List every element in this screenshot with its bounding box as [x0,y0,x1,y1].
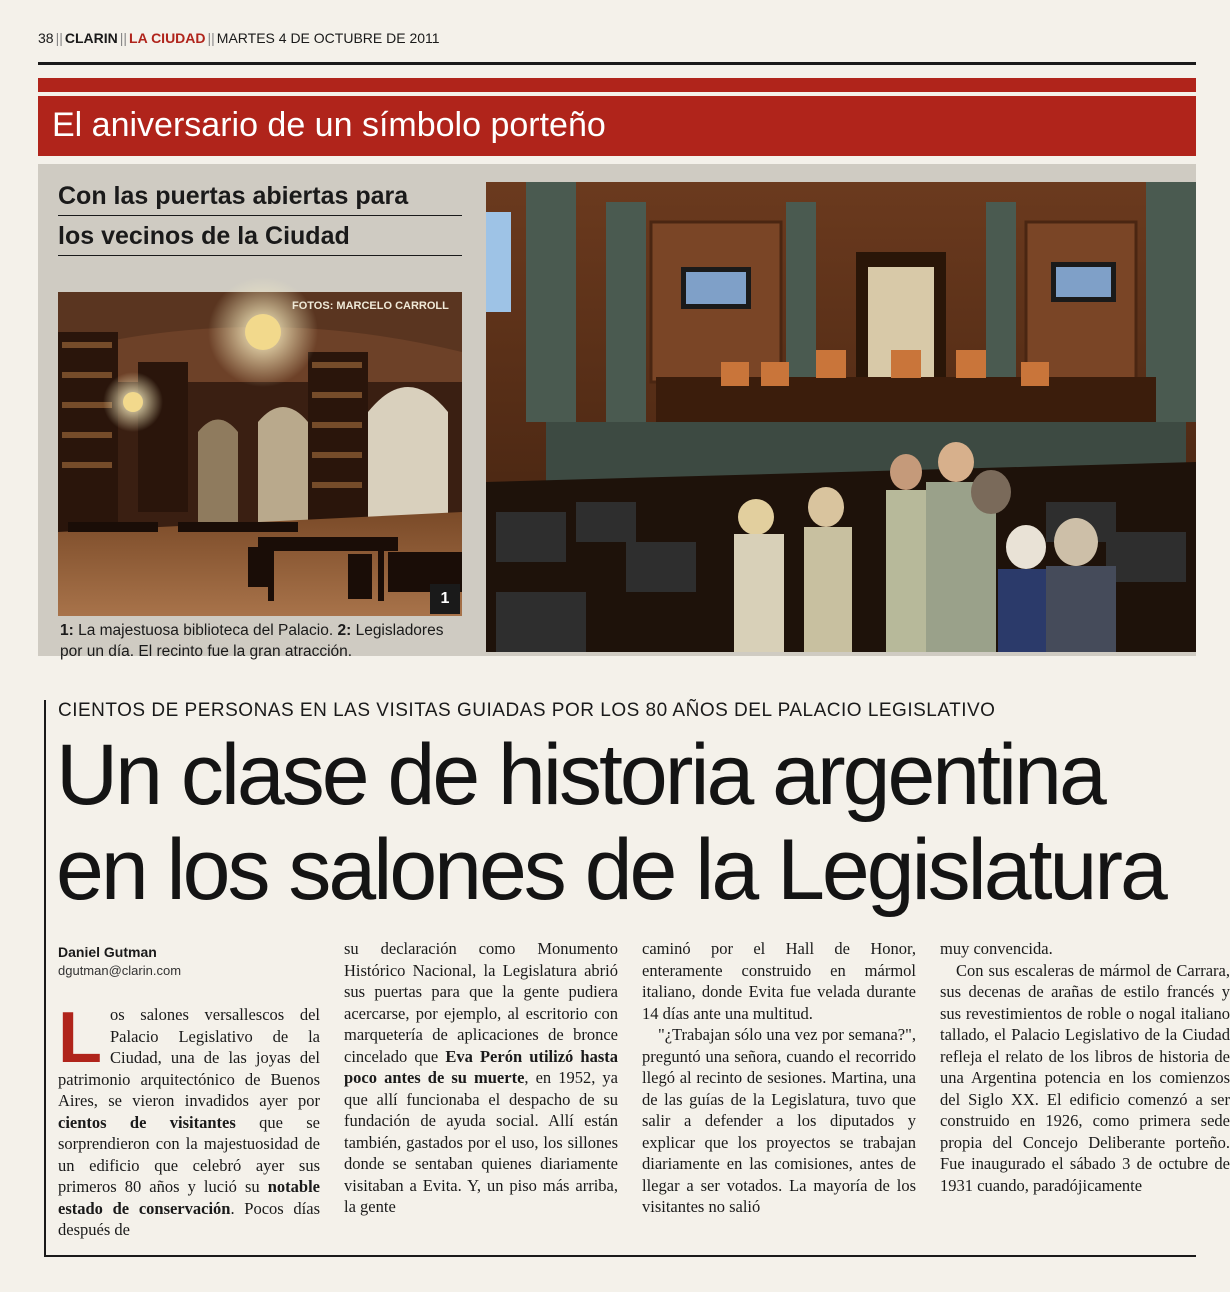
top-rule [38,62,1196,65]
issue-date: MARTES 4 DE OCTUBRE DE 2011 [216,30,440,46]
caption-text-2: Legisladores por un día. El recinto fue la gran atracción. [60,622,444,660]
brand-name: CLARIN [64,30,118,46]
library-photo-illustration [58,292,462,616]
photo-number-badge: 1 [430,584,460,614]
kicker [58,182,462,262]
caption-text-1: La majestuosa biblioteca del Palacio. [73,622,338,639]
drop-cap: L [58,998,102,1078]
byline-email[interactable]: dgutman@clarin.com [58,963,182,978]
page-folio: 38 || CLARIN || LA CIUDAD || MARTES 4 DE OCTUBRE DE 2011 [38,30,440,46]
photo-credit: FOTOS: MARCELO CARROLL [292,300,449,312]
page-number: 38 [38,30,54,46]
article-headline [56,728,1196,918]
col4-paragraph-1: muy convencida. [940,939,1053,958]
col1-bold-1: cientos de visitantes [58,1112,236,1132]
col1-text-2: que se sorprendieron con la majestuosidad de un edificio que celebró ayer sus primeros 80 años y lució su [58,1112,320,1196]
photo-caption [60,620,470,662]
caption-num-2: 2: [337,622,352,639]
photo-chamber [486,182,1196,652]
col2-text-1: su declaración como Monumento Histórico Nacional, la Legislatura abrió sus puertas para que la gente pudiera acercarse, por ejemplo, al escritorio con marquetería de aplicaciones de bronce cincelado que [344,939,618,1066]
photo-library [58,292,462,616]
article-column-1 [58,998,320,1241]
caption-num-1: 1: [60,622,74,639]
col2-bold-1: Eva Perón utilizó hasta poco antes de su muerte [344,1046,618,1087]
red-stripe [38,78,1196,92]
article-column-4 [940,938,1230,1238]
section-banner-title: El aniversario de un símbolo porteño [52,106,606,144]
article-bottom-rule [44,1255,1196,1257]
article-overline: CIENTOS DE PERSONAS EN LAS VISITAS GUIADAS POR LOS 80 AÑOS DEL PALACIO LEGISLATIVO [58,700,996,721]
headline-line-1: Un clase de historia argentina [56,727,1104,823]
kicker-line-1: Con las puertas abiertas para [58,182,462,216]
col1-text-1: os salones versallescos del Palacio Legislativo de la Ciudad, una de las joyas del patrimonio arquitectónico de Buenos Aires, se vieron invadidos ayer por [58,1005,320,1110]
chamber-photo-illustration [486,182,1196,652]
article-left-rule [44,700,46,1256]
section-name: LA CIUDAD [129,30,206,46]
col1-bold-2: notable estado de conservación [58,1177,320,1218]
article-column-3 [642,938,916,1218]
col1-text-3: . Pocos días después de [58,1198,320,1239]
kicker-line-2: los vecinos de la Ciudad [58,222,462,256]
article-column-2 [344,938,618,1218]
col3-paragraph-2: "¿Trabajan sólo una vez por semana?", preguntó una señora, cuando el recorrido llegó al recinto de sesiones. Martina, una de las guías de la Legislatura, tuvo que salir a defender a los diputados y explicar que los proyectos se trabajan diariamente en las comisiones, antes de llegar a ser votados. La mayoría de los visitantes no salió [642,1025,916,1216]
section-banner [38,96,1196,156]
col3-paragraph-1: caminó por el Hall de Honor, enteramente construido en mármol italiano, donde Evita fue velada durante 14 días ante una multitud. [642,939,916,1023]
byline-author: Daniel Gutman [58,944,157,960]
col2-text-2: , en 1952, ya que allí funcionaba el despacho de su fundación de ayuda social. Allí están también, gastados por el uso, los sillones donde se sentaban quienes diariamente visitaban a Evita. Y, un piso más arriba, la gente [344,1068,618,1216]
col4-paragraph-2: Con sus escaleras de mármol de Carrara, sus decenas de arañas de estilo francés y sus revestimientos de roble o nogal italiano tallado, el Palacio Legislativo de la Ciudad refleja el relato de los libros de historia de una Argentina potencia en los comienzos del Siglo XX. El edificio comenzó a ser construido en 1926, como primera sede propia del Concejo Deliberante porteño. Fue inaugurado el sábado 3 de octubre de 1931 cuando, paradójicamente [940,960,1230,1195]
headline-line-2: en los salones de la Legislatura [56,822,1165,918]
